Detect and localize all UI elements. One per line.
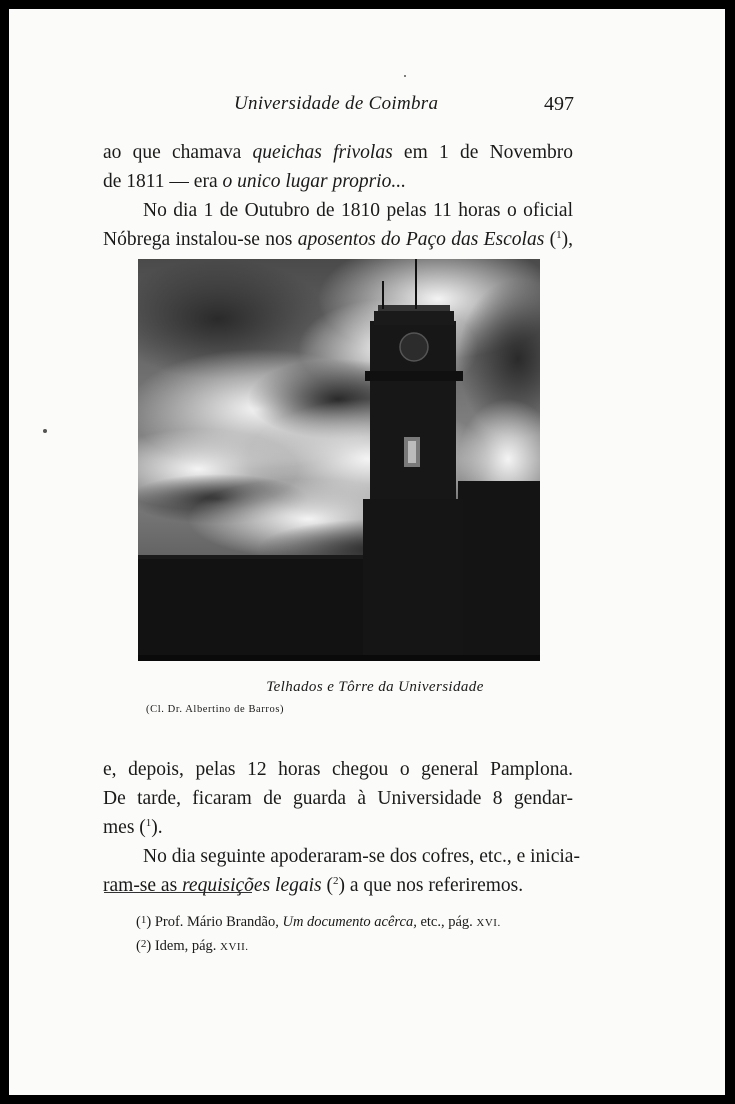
paragraph-continued bbox=[103, 755, 580, 900]
ink-speck bbox=[404, 75, 406, 77]
ink-speck bbox=[43, 429, 47, 433]
text-line: ram-se as requisições legais ($^2$) a que nos referiremos. bbox=[103, 875, 524, 896]
book-page bbox=[9, 9, 725, 1095]
running-title: Universidade de Coimbra bbox=[234, 93, 439, 114]
page-number: 497 bbox=[544, 93, 574, 115]
paragraph-opening bbox=[103, 138, 573, 254]
photo-credit: (Cl. Dr. Albertino de Barros) bbox=[146, 704, 285, 715]
text-line: de 1811 — era o unico lugar proprio... bbox=[103, 171, 406, 192]
text-line: ao que chamava queichas frivolas em 1 de Novembro bbox=[103, 142, 573, 163]
text-line: No dia 1 de Outubro de 1810 pelas 11 horas o oficial bbox=[143, 200, 573, 221]
footnote-ref: 1 bbox=[556, 229, 562, 241]
tower-photograph bbox=[138, 259, 540, 661]
text-line: No dia seguinte apoderaram-se dos cofres, etc., e inicia- bbox=[143, 846, 580, 867]
footnote-ref: 1 bbox=[145, 817, 152, 829]
footnote-divider bbox=[104, 892, 252, 893]
text-line: De tarde, ficaram de guarda à Universidade 8 gendar- bbox=[103, 788, 573, 809]
text-line: e, depois, pelas 12 horas chegou o general Pamplona. bbox=[103, 759, 573, 780]
footnote-ref: 2 bbox=[332, 875, 339, 887]
running-header bbox=[9, 91, 725, 121]
footnote-1: ($^1$) Prof. Mário Brandão, Um documento acêrca, etc., pág. XVI. bbox=[136, 914, 501, 930]
text-line: mes ($^1$). bbox=[103, 817, 163, 838]
text-line: Nóbrega instalou-se nos aposentos do Paço das Escolas ($^1$), bbox=[103, 229, 573, 250]
footnote-2: ($^2$) Idem, pág. XVII. bbox=[136, 938, 249, 954]
figure-caption: Telhados e Tôrre da Universidade bbox=[266, 679, 484, 695]
